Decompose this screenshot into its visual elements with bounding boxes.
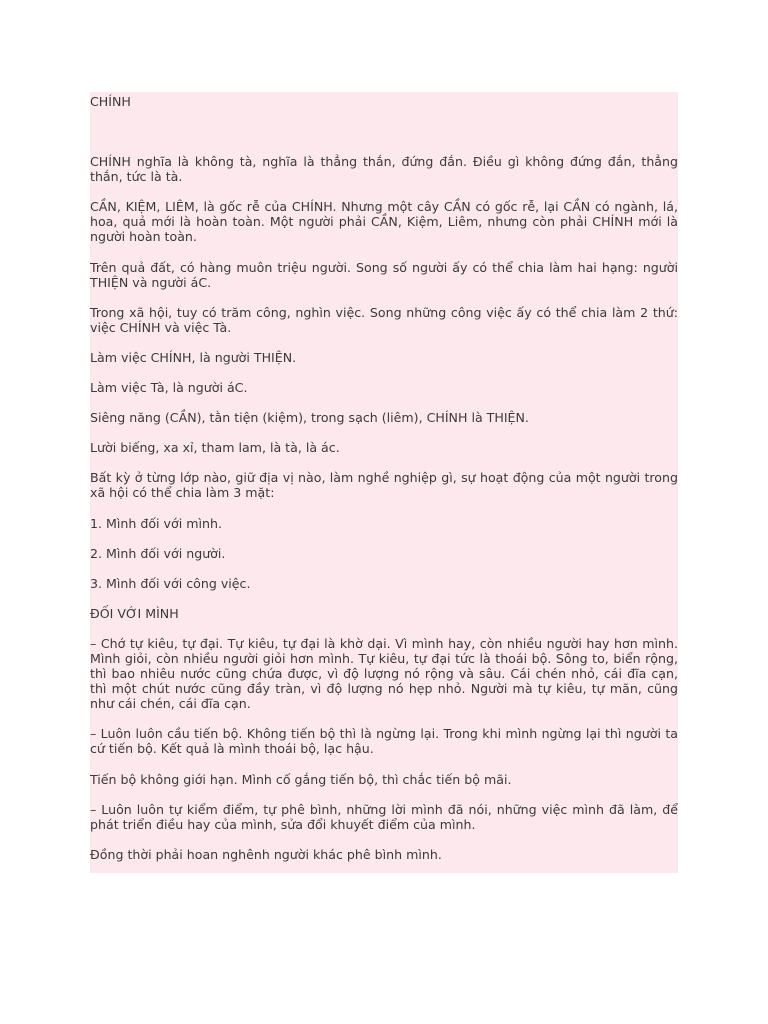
paragraph-two-kinds-people: Trên quả đất, có hàng muôn triệu người. Song số người ấy có thể chia làm hai hạng: người THIỆN và người áC. (90, 259, 678, 290)
paragraph-good-work: Làm việc CHÍNH, là người THIỆN. (90, 349, 297, 365)
paragraph-vices: Lười biếng, xa xỉ, tham lam, là tà, là ác. (90, 440, 340, 456)
paragraph-progress: – Luôn luôn cầu tiến bộ. Không tiến bộ thì là ngừng lại. Trong khi mình ngừng lại thì người ta cứ tiến bộ. Kết quả là mình thoái bộ, lạc hậu. (90, 726, 678, 757)
paragraph-self-criticism: – Luôn luôn tự kiểm điểm, tự phê bình, những lời mình đã nói, những việc mình đã làm, để phát triển điều hay của mình, sửa đổi khuyết điểm của mình. (90, 801, 678, 832)
paragraph-virtues: Siêng năng (CẦN), tằn tiện (kiệm), trong sạch (liêm), CHÍNH là THIỆN. (90, 410, 529, 426)
list-item: 1. Mình đối với mình. (90, 515, 222, 531)
paragraph-humility: – Chớ tự kiêu, tự đại. Tự kiêu, tự đại là khờ dại. Vì mình hay, còn nhiều người hay hơn mình. Mình giỏi, còn nhiều người giỏi hơn mình. Tự kiêu, tự đại tức là thoái bộ. Sông to, biển rộng, thì bao nhiêu nước cũng chứa được, vì độ lượng nó rộng và sâu. Cái chén nhỏ, cái đĩa cạn, thì một chút nước cũng đầy tràn, vì độ lượng nó hẹp nhỏ. Người mà tự kiêu, tự mãn, cũng như cái chén, cái đĩa cạn. (90, 635, 678, 712)
paragraph-welcome-criticism: Đồng thời phải hoan nghênh người khác phê bình mình. (90, 846, 442, 862)
paragraph-definition: CHÍNH nghĩa là không tà, nghĩa là thẳng thắn, đứng đắn. Điều gì không đứng đắn, thẳng thắn, tức là tà. (90, 154, 678, 185)
paragraph-two-kinds-work: Trong xã hội, tuy có trăm công, nghìn việc. Song những công việc ấy có thể chia làm 2 thứ: việc CHÍNH và việc Tà. (90, 304, 678, 335)
paragraph-roots: CẦN, KIỆM, LIÊM, là gốc rễ của CHÍNH. Nhưng một cây CẦN có gốc rễ, lại CẦN có ngành, lá, hoa, quả mới là hoàn toàn. Một người phải CẦN, Kiệm, Liêm, nhưng còn phải CHÍNH mới là người hoàn toàn. (90, 199, 678, 245)
document-title: CHÍNH (90, 94, 131, 109)
paragraph-three-aspects: Bất kỳ ở từng lớp nào, giữ địa vị nào, làm nghề nghiệp gì, sự hoạt động của một người trong xã hội có thể chia làm 3 mặt: (90, 470, 678, 501)
section-heading: ĐỐI VỚI MÌNH (90, 605, 179, 621)
paragraph-unlimited-progress: Tiến bộ không giới hạn. Mình cố gắng tiến bộ, thì chắc tiến bộ mãi. (90, 771, 512, 787)
paragraph-bad-work: Làm việc Tà, là người áC. (90, 380, 248, 396)
text-block (90, 92, 678, 873)
list-item: 3. Mình đối với công việc. (90, 575, 251, 591)
list-item: 2. Mình đối với người. (90, 545, 226, 561)
